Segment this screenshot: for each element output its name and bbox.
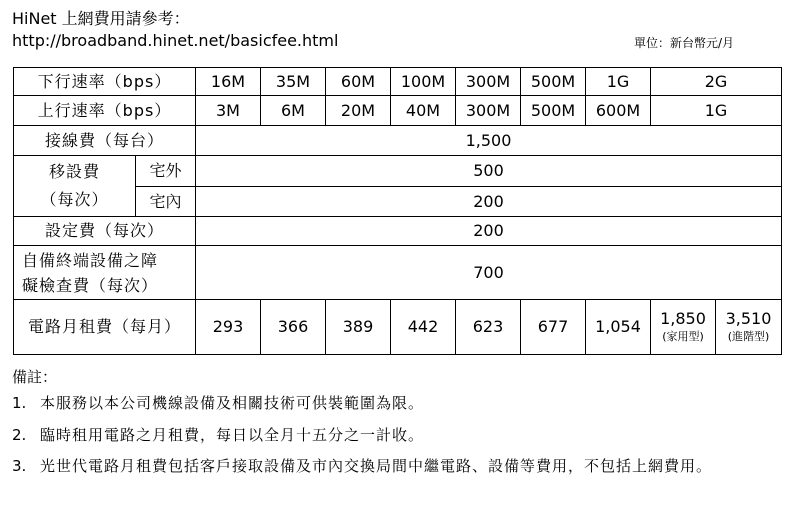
notes-title: 備註： xyxy=(12,368,58,386)
note-text: 本服務以本公司機線設備及相關技術可供裝範圍為限。 xyxy=(40,394,425,412)
monthly-rent-home-cell xyxy=(651,300,716,355)
downlink-label: 下行速率（bps） xyxy=(14,68,196,96)
table-row-uplink xyxy=(14,96,782,126)
table-row-downlink xyxy=(14,68,782,96)
table-row-diagnosis-fee xyxy=(14,246,782,300)
note-number: 1. xyxy=(12,394,27,412)
monthly-rent-cell: 389 xyxy=(326,300,391,355)
note-text: 臨時租用電路之月租費，每日以全月十五分之一計收。 xyxy=(40,426,425,444)
move-inside-label: 宅內 xyxy=(136,187,196,217)
monthly-rent-cell: 442 xyxy=(391,300,456,355)
downlink-cell: 1G xyxy=(586,68,651,96)
note-text: 光世代電路月租費包括客戶接取設備及市內交換局間中繼電路、設備等費用，不包括上網費用。 xyxy=(40,457,713,475)
monthly-rent-cell: 1,054 xyxy=(586,300,651,355)
monthly-rent-cell: 293 xyxy=(196,300,261,355)
move-fee-label-line2: （每次） xyxy=(40,190,109,209)
setup-fee-label: 設定費（每次） xyxy=(14,217,196,246)
fee-table xyxy=(13,67,782,355)
note-number: 2. xyxy=(12,426,27,444)
header-title: HiNet 上網費用請參考： xyxy=(12,9,190,28)
uplink-cell: 500M xyxy=(521,96,586,126)
monthly-rent-cell: 677 xyxy=(521,300,586,355)
uplink-cell: 20M xyxy=(326,96,391,126)
rent-home-value: 1,850 xyxy=(660,309,706,328)
setup-fee-value: 200 xyxy=(196,217,782,246)
uplink-cell: 1G xyxy=(651,96,782,126)
monthly-rent-label: 電路月租費（每月） xyxy=(14,300,196,355)
rent-home-note: (家用型) xyxy=(662,330,704,343)
note-number: 3. xyxy=(12,457,27,475)
table-row-move-outside xyxy=(14,156,782,187)
uplink-cell: 600M xyxy=(586,96,651,126)
downlink-cell: 16M xyxy=(196,68,261,96)
table-row-connect-fee xyxy=(14,126,782,156)
uplink-cell: 40M xyxy=(391,96,456,126)
monthly-rent-advanced-cell xyxy=(716,300,782,355)
downlink-cell: 100M xyxy=(391,68,456,96)
move-fee-label-line1: 移設費 xyxy=(48,162,100,181)
uplink-cell: 6M xyxy=(261,96,326,126)
uplink-cell: 3M xyxy=(196,96,261,126)
diagnosis-fee-label xyxy=(14,246,196,300)
diagnosis-fee-label-line2: 礙檢查費（每次） xyxy=(22,275,159,295)
rent-advanced-value: 3,510 xyxy=(725,309,772,328)
uplink-cell: 300M xyxy=(456,96,521,126)
monthly-rent-cell: 623 xyxy=(456,300,521,355)
connect-fee-label: 接線費（每台） xyxy=(14,126,196,156)
downlink-cell: 35M xyxy=(261,68,326,96)
downlink-cell: 500M xyxy=(521,68,586,96)
diagnosis-fee-value: 700 xyxy=(196,246,782,300)
currency-unit: 單位：新台幣元/月 xyxy=(634,36,735,50)
downlink-cell: 300M xyxy=(456,68,521,96)
fee-url-link[interactable]: http://broadband.hinet.net/basicfee.html xyxy=(12,31,339,50)
downlink-cell: 60M xyxy=(326,68,391,96)
table-row-setup-fee xyxy=(14,217,782,246)
move-inside-value: 200 xyxy=(196,187,782,217)
move-outside-value: 500 xyxy=(196,156,782,187)
move-fee-label xyxy=(14,156,136,217)
rent-advanced-note: (進階型) xyxy=(727,330,770,343)
downlink-cell: 2G xyxy=(651,68,782,96)
notes-section xyxy=(12,366,713,475)
monthly-rent-cell: 366 xyxy=(261,300,326,355)
move-outside-label: 宅外 xyxy=(136,156,196,187)
table-row-monthly-rent xyxy=(14,300,782,355)
connect-fee-value: 1,500 xyxy=(196,126,782,156)
diagnosis-fee-label-line1: 自備終端設備之障 xyxy=(22,250,159,270)
uplink-label: 上行速率（bps） xyxy=(14,96,196,126)
